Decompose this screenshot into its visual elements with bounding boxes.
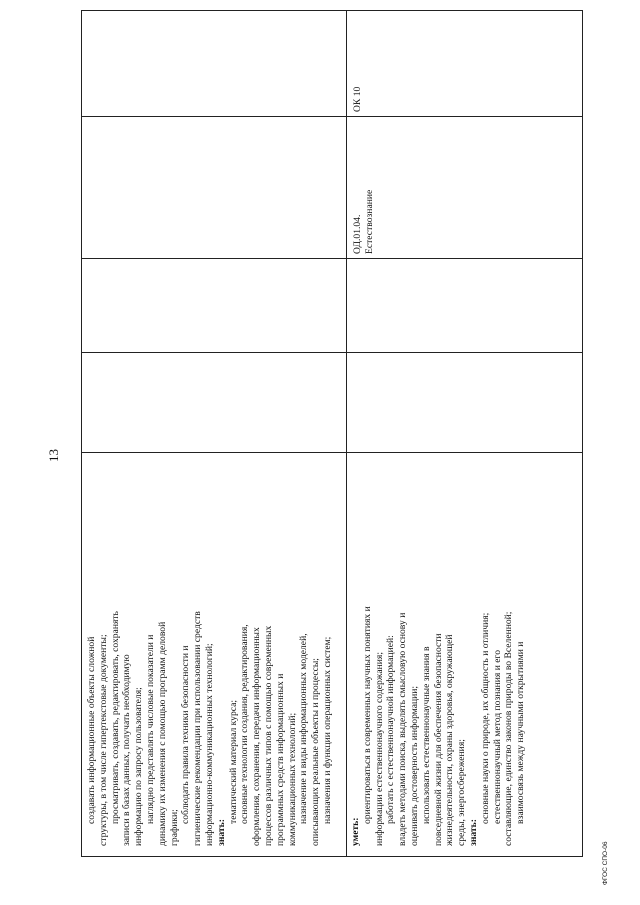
description-line: графики; — [168, 809, 180, 846]
description-line: информацию по запросу пользователя; — [133, 687, 145, 846]
description-line: соблюдать правила техники безопасности и — [180, 645, 192, 824]
discipline-name: Естествознание — [363, 189, 375, 254]
description-line: просматривать, создавать, редактировать, сохранять — [109, 611, 121, 824]
description-line: владеть методами поиска, выделять смысловую основу и — [397, 612, 409, 846]
description-line: повседневной жизни для обеспечения безопасности — [432, 633, 444, 846]
discipline-cell — [352, 164, 376, 254]
row1-lines — [86, 456, 334, 846]
description-line: среды, энергосбережения; — [456, 739, 468, 846]
description-line: знать: — [215, 819, 227, 846]
description-line: гигиенические рекомендации при использовании средств — [192, 611, 204, 846]
description-line: основные науки о природе, их общность и отличия; — [479, 612, 491, 824]
competence-cell — [352, 22, 364, 112]
description-line: использовать естественнонаучные знания в — [420, 646, 432, 824]
description-line: программных средств информационных и — [274, 673, 286, 846]
table-border-bottom — [81, 856, 583, 857]
column-divider-2 — [81, 352, 583, 353]
description-line: основные технологии создания, редактирования, — [239, 624, 251, 824]
page-number: 13 — [46, 449, 61, 462]
discipline-code: ОД.01.04. — [352, 214, 363, 254]
table-border-top — [81, 10, 583, 11]
description-line: уметь: — [350, 817, 361, 846]
description-line: структуры, в том числе гипертекстовые документы; — [97, 634, 109, 846]
description-line: назначение и виды информационных моделей, — [298, 633, 310, 824]
row1-description — [86, 456, 334, 846]
description-line: информационно-коммуникационных технологий; — [203, 643, 215, 846]
description-line: знать: — [467, 819, 479, 846]
column-divider-3 — [81, 258, 583, 259]
description-line: тематический материал курса; — [227, 699, 239, 824]
column-divider-1 — [81, 452, 583, 453]
description-line: процессов различных типов с помощью современных — [262, 625, 274, 846]
description-line: жизнедеятельности, охраны здоровья, окружающей — [444, 634, 456, 846]
description-line: оценивать достоверность информации; — [408, 685, 420, 846]
description-line: записи в базах данных, получать необходимую — [121, 654, 133, 846]
competence-code: ОК 10 — [352, 86, 363, 112]
description-line: составляющие, единство законов природы во Вселенной; — [503, 611, 515, 846]
description-line: работать с естественнонаучной информацией: — [385, 635, 397, 824]
row-divider — [346, 10, 347, 857]
description-line: информации естественнонаучного содержания; — [373, 652, 385, 846]
footer-code: ФГОС СПО-06 — [602, 841, 609, 885]
description-line: коммуникационных технологий; — [286, 712, 298, 846]
description-line: оформления, сохранения, передачи информационных — [251, 627, 263, 846]
table-border-left — [81, 10, 82, 857]
description-line: динамику их изменения с помощью программ деловой — [156, 621, 168, 846]
row2-description — [350, 456, 527, 846]
description-line: назначения и функции операционных систем; — [321, 636, 333, 824]
description-line: описывающих реальные объекты и процессы; — [310, 658, 322, 846]
row2-lines — [350, 456, 527, 846]
column-divider-4 — [81, 116, 583, 117]
description-line: наглядно представлять числовые показатели и — [144, 634, 156, 824]
description-line: создавать информационные объекты сложной — [86, 636, 97, 824]
description-line: ориентироваться в современных научных понятиях и — [361, 606, 373, 824]
description-line: взаимосвязь между научными открытиями и — [515, 641, 527, 824]
description-line: естественнонаучный метод познания и его — [491, 649, 503, 824]
table-border-right — [582, 10, 583, 857]
